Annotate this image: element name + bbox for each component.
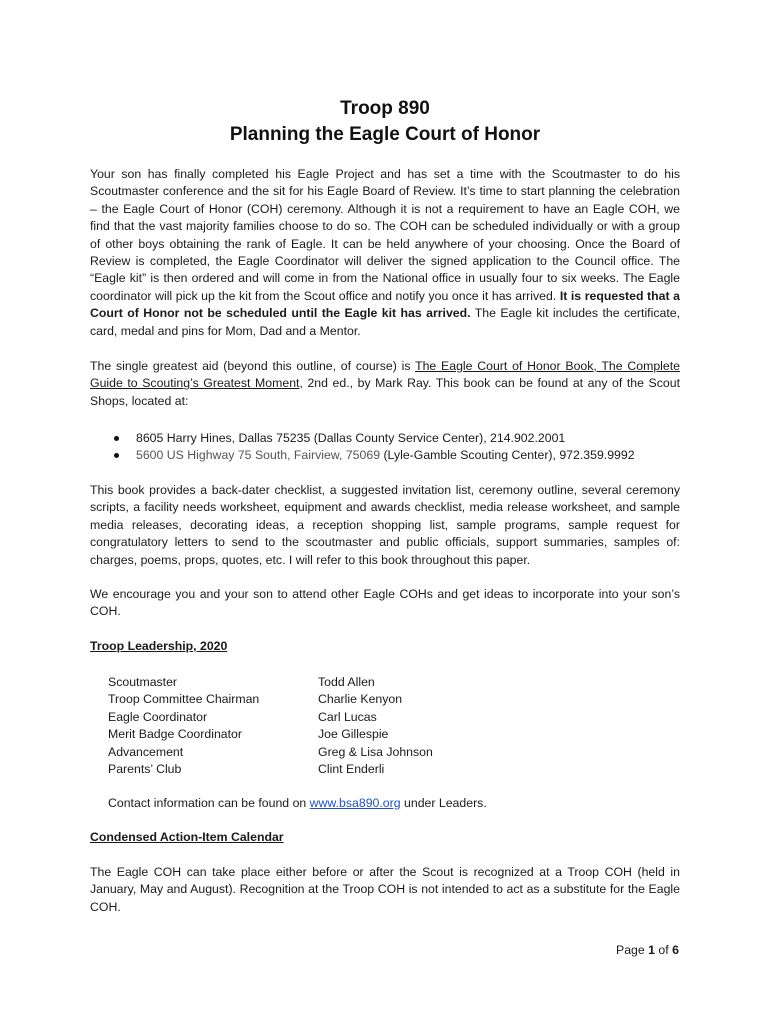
page-number (616, 943, 679, 957)
leader-name: Greg & Lisa Johnson (318, 744, 433, 759)
shop-address-street: 5600 US Highway 75 South, Fairview, 75069 (136, 448, 381, 463)
bullet-icon (114, 436, 119, 441)
book-prefix: The single greatest aid (beyond this outline, of course) is (90, 359, 416, 373)
calendar-paragraph: The Eagle COH can take place either before or after the Scout is recognized at a Troop COH (held in January, May and August). Recognition at the Troop COH is not intended to act as a substitute for the Eagle COH. (90, 865, 680, 914)
contact-prefix: Contact information can be found on (108, 796, 310, 810)
page-of-label: of (654, 943, 673, 957)
role-label: Eagle Coordinator (108, 709, 208, 724)
website-link[interactable]: www.bsa890.org (309, 796, 401, 810)
calendar-heading: Condensed Action-Item Calendar (90, 830, 284, 844)
intro-text-end: The Eagle kit includes the certificate, card, medal and pins for Mom, Dad and a Mentor. (90, 306, 680, 338)
role-label: Advancement (108, 744, 184, 759)
intro-paragraph (90, 166, 680, 340)
role-label: Merit Badge Coordinator (108, 727, 242, 742)
leader-name: Todd Allen (318, 675, 375, 689)
document-subtitle: Planning the Eagle Court of Honor (229, 124, 541, 145)
page-current: 1 (648, 943, 655, 957)
encourage-paragraph: We encourage you and your son to attend other Eagle COHs and get ideas to incorporate into your son’s COH. (90, 587, 680, 619)
contact-line (108, 796, 487, 810)
shop-address-detail: (Lyle-Gamble Scouting Center), 972.359.9992 (380, 448, 635, 463)
book-suffix: , 2nd ed., by Mark Ray. This book can be found at any of the Scout Shops, located at: (90, 376, 680, 408)
leader-name: Carl Lucas (318, 709, 377, 724)
shop-list (112, 430, 635, 465)
page-total: 6 (672, 943, 679, 957)
leadership-heading: Troop Leadership, 2020 (90, 639, 228, 653)
leader-name: Joe Gillespie (318, 727, 389, 742)
leader-name: Charlie Kenyon (318, 692, 403, 707)
role-label: Parents’ Club (108, 762, 182, 777)
list-item (112, 430, 635, 447)
book-paragraph (90, 358, 680, 410)
bullet-icon (114, 453, 119, 458)
contact-suffix: under Leaders. (400, 796, 487, 810)
book-title: The Eagle Court of Honor Book, The Complete Guide to Scouting’s Greatest Moment (90, 359, 680, 391)
leadership-roles (108, 674, 259, 778)
intro-text: Your son has finally completed his Eagle Project and has set a time with the Scoutmaster to do his Scoutmaster conference and the sit for his Eagle Board of Review. It’s time to start planning the celebration – the Eagle Court of Honor (COH) ceremony. Although it is not a requirement to have an Eagle COH, we find that the vast majority families choose to do so. The COH can be scheduled individually or with a group of other boys obtaining the rank of Eagle. It can be held anywhere of your choosing. Once the Board of Review is completed, the Eagle Coordinator will deliver the signed application to the Council office. The “Eagle kit” is then ordered and will come in from the National office in usually four to six weeks. The Eagle coordinator will pick up the kit from the Scout office and notify you once it has arrived. (90, 167, 680, 303)
leadership-names (318, 674, 433, 778)
role-label: Scoutmaster (108, 675, 178, 689)
book-contents-paragraph: This book provides a back-dater checklist, a suggested invitation list, ceremony outline, several ceremony scripts, a facility needs worksheet, equipment and awards checklist, media release worksheet, and sample media releases, decorating ideas, a reception shopping list, sample programs, sample request for congratulatory letters to send to the scoutmaster and public officials, support summaries, samples of: charges, poems, props, quotes, etc. I will refer to this book throughout this paper. (90, 483, 680, 567)
shop-address: 8605 Harry Hines, Dallas 75235 (Dallas County Service Center), 214.902.2001 (136, 431, 566, 445)
list-item (112, 447, 635, 464)
document-title: Troop 890 (340, 98, 430, 119)
intro-bold-text: It is requested that a Court of Honor not be scheduled until the Eagle kit has arrived. (90, 288, 680, 321)
page-label: Page (616, 943, 649, 957)
leader-name: Clint Enderli (318, 762, 385, 777)
role-label: Troop Committee Chairman (108, 692, 260, 707)
